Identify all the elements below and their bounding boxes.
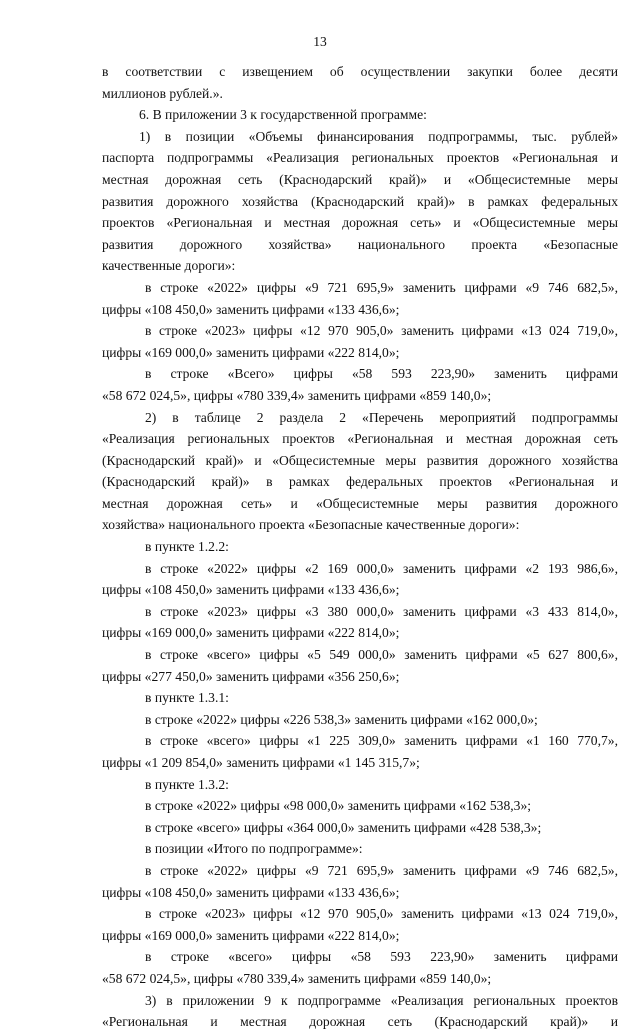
text-line: в строке «2022» цифры «226 538,3» заменить цифрами «162 000,0»; [145, 711, 538, 727]
text-line: в строке «2023» цифры «3 380 000,0» заменить цифрами «3 433 814,0», [145, 603, 618, 619]
text-line: «Реализация региональных проектов «Региональная и местная дорожная сеть [102, 431, 618, 447]
text-line: в строке «2022» цифры «9 721 695,9» заменить цифрами «9 746 682,5», [145, 862, 618, 878]
text-line: в пункте 1.2.2: [145, 539, 229, 555]
document-body [102, 61, 618, 1033]
text-line: (Краснодарский край)» в рамках федеральных проектов «Региональная и [102, 474, 618, 490]
text-line: цифры «169 000,0» заменить цифрами «222 814,0»; [102, 927, 400, 943]
text-line: цифры «169 000,0» заменить цифрами «222 814,0»; [102, 344, 400, 360]
text-line: в строке «всего» цифры «1 225 309,0» заменить цифрами «1 160 770,7», [145, 733, 618, 749]
text-line: в позиции «Итого по подпрограмме»: [145, 841, 363, 857]
text-line: развития дорожного хозяйства» национального проекта «Безопасные [102, 236, 618, 252]
text-line: проектов «Региональная и местная дорожная сеть» и «Общесистемные меры [102, 215, 618, 231]
text-line: (Краснодарский край)» и «Общесистемные меры развития дорожного хозяйства [102, 452, 618, 468]
text-line: 3) в приложении 9 к подпрограмме «Реализация региональных проектов [145, 992, 618, 1008]
text-line: цифры «1 209 854,0» заменить цифрами «1 145 315,7»; [102, 755, 420, 770]
text-line: в строке «2022» цифры «2 169 000,0» заменить цифрами «2 193 986,6», [145, 560, 618, 576]
text-line: качественные дороги»: [102, 258, 236, 274]
text-line: в строке «всего» цифры «58 593 223,90» заменить цифрами [145, 949, 618, 965]
page-number: 13 [313, 34, 327, 49]
text-line: цифры «108 450,0» заменить цифрами «133 436,6»; [102, 884, 400, 900]
text-line: в строке «2022» цифры «98 000,0» заменить цифрами «162 538,3»; [145, 798, 532, 814]
text-line: «58 672 024,5», цифры «780 339,4» заменить цифрами «859 140,0»; [102, 387, 492, 403]
text-line: 2) в таблице 2 раздела 2 «Перечень мероприятий подпрограммы [145, 409, 618, 425]
text-line: хозяйства» национального проекта «Безопасные качественные дороги»: [102, 517, 520, 533]
text-line: в соответствии с извещением об осуществлении закупки более десяти [102, 64, 618, 79]
text-line: в пункте 1.3.1: [145, 690, 229, 706]
text-line: в строке «2023» цифры «12 970 905,0» заменить цифрами «13 024 719,0», [145, 906, 618, 922]
text-line: в строке «всего» цифры «5 549 000,0» заменить цифрами «5 627 800,6», [145, 647, 618, 663]
text-line: в строке «2022» цифры «9 721 695,9» заменить цифрами «9 746 682,5», [145, 279, 618, 295]
text-line: в строке «всего» цифры «364 000,0» заменить цифрами «428 538,3»; [145, 819, 542, 835]
text-line: цифры «108 450,0» заменить цифрами «133 436,6»; [102, 301, 400, 317]
text-line: местная дорожная сеть (Краснодарский край)» и «Общесистемные меры [102, 171, 618, 187]
text-line: цифры «277 450,0» заменить цифрами «356 250,6»; [102, 668, 400, 684]
text-line: паспорта подпрограммы «Реализация региональных проектов «Региональная и [102, 150, 618, 166]
text-line: «58 672 024,5», цифры «780 339,4» заменить цифрами «859 140,0»; [102, 970, 492, 986]
text-line: в строке «2023» цифры «12 970 905,0» заменить цифрами «13 024 719,0», [145, 323, 618, 339]
text-line: цифры «169 000,0» заменить цифрами «222 814,0»; [102, 625, 400, 641]
text-line: в строке «Всего» цифры «58 593 223,90» заменить цифрами [145, 366, 618, 382]
text-line: 1) в позиции «Объемы финансирования подпрограммы, тыс. рублей» [139, 128, 618, 144]
text-line: «Региональная и местная дорожная сеть (Краснодарский край)» и [102, 1014, 618, 1030]
text-line: в пункте 1.3.2: [145, 776, 229, 792]
text-line: местная дорожная сеть» и «Общесистемные меры развития дорожного [102, 495, 618, 511]
text-line: развития дорожного хозяйства (Краснодарский край)» в рамках федеральных [102, 193, 618, 209]
text-line: цифры «108 450,0» заменить цифрами «133 436,6»; [102, 582, 400, 598]
text-line: 6. В приложении 3 к государственной программе: [139, 107, 427, 123]
text-line: миллионов рублей.». [102, 85, 223, 101]
